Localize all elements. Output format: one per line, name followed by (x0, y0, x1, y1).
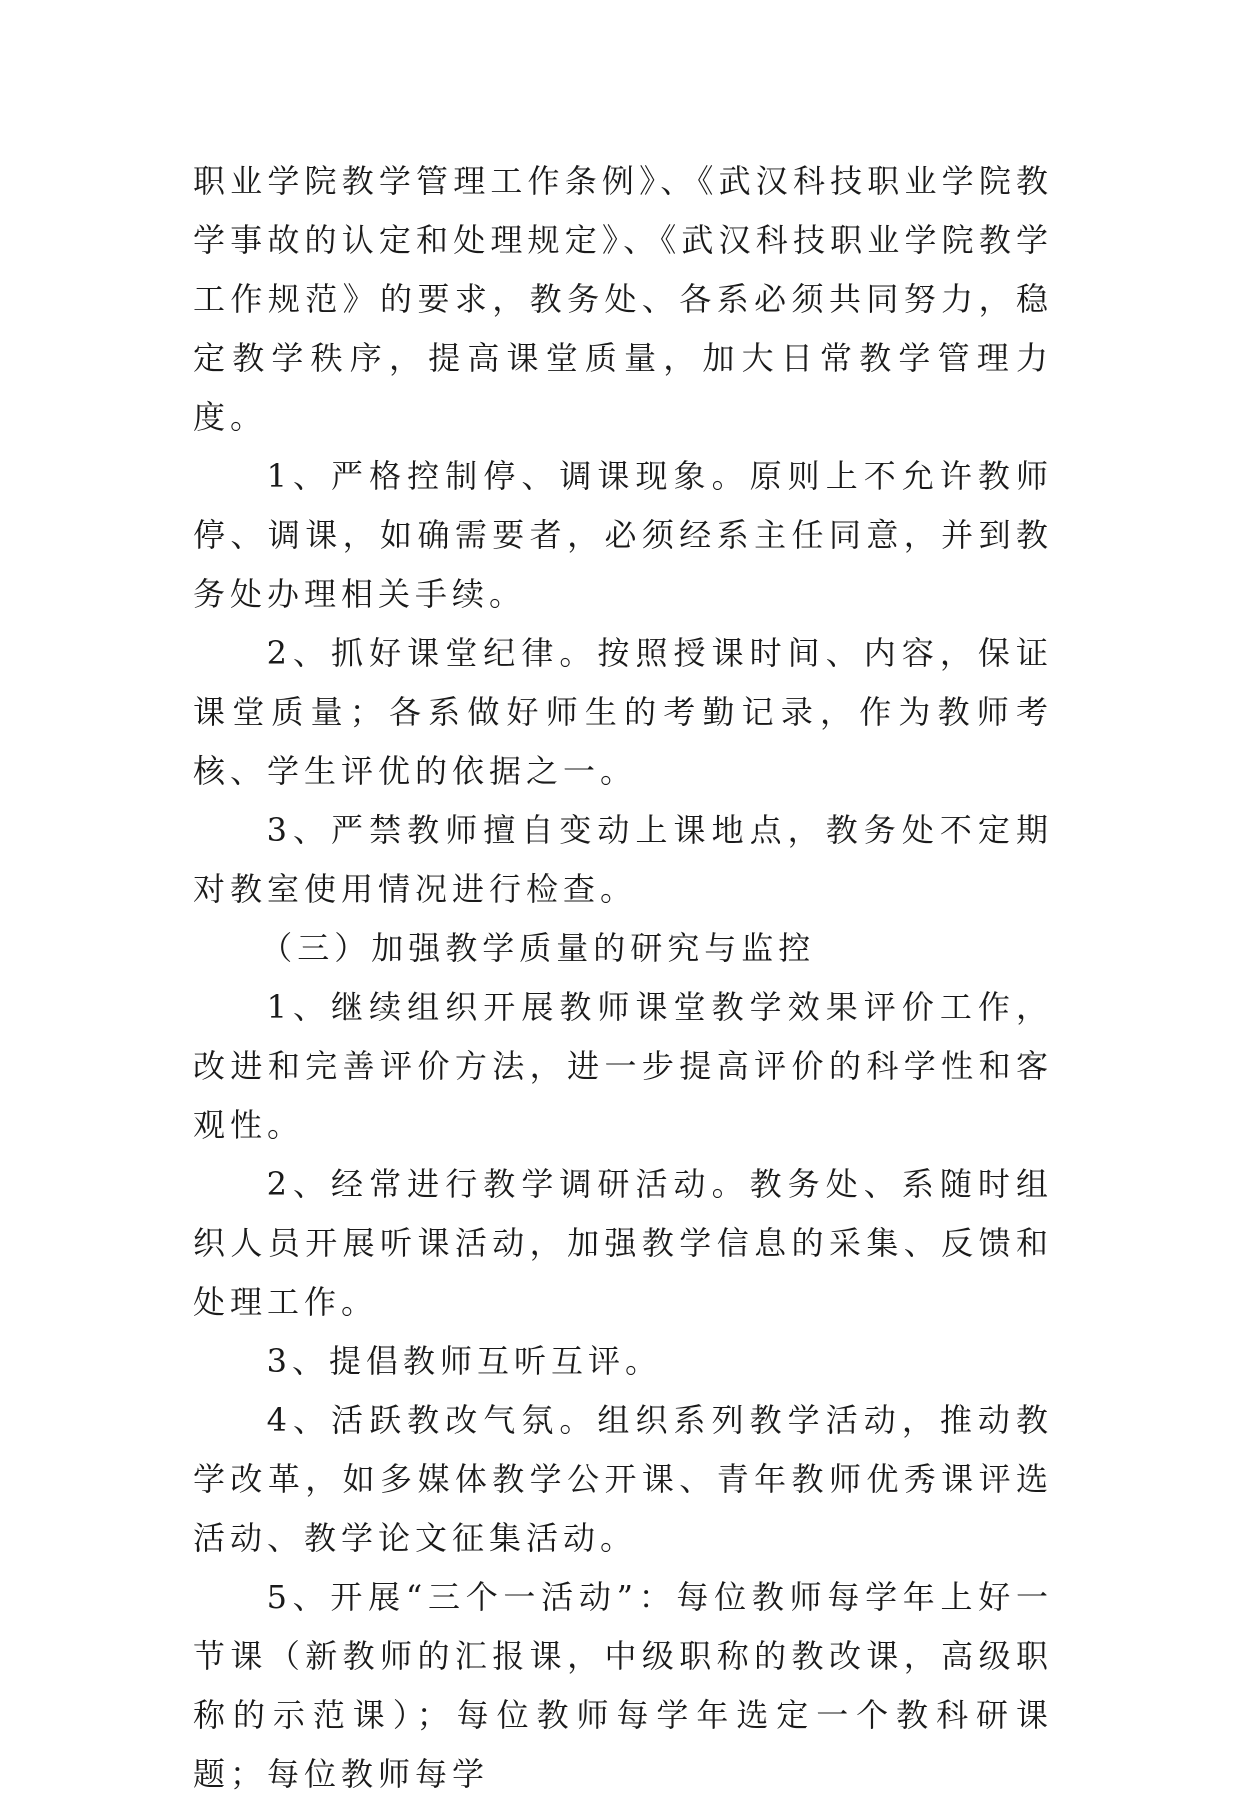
paragraph-quality-item-2: 2、经常进行教学调研活动。教务处、系随时组织人员开展听课活动，加强教学信息的采集、反馈和处理工作。 (193, 1165, 1053, 1321)
paragraph-item-3-classroom-location: 3、严禁教师擅自变动上课地点，教务处不定期对教室使用情况进行检查。 (193, 811, 1053, 908)
paragraph-quality-item-4: 4、活跃教改气氛。组织系列教学活动，推动教学改革，如多媒体教学公开课、青年教师优秀课评选活动、教学论文征集活动。 (193, 1401, 1053, 1557)
paragraph-intro-continuation: 职业学院教学管理工作条例》、《武汉科技职业学院教学事故的认定和处理规定》、《武汉科技职业学院教学工作规范》的要求，教务处、各系必须共同努力，稳定教学秩序，提高课堂质量，加大日常教学管理力度。 (193, 162, 1053, 436)
paragraph-quality-item-3: 3、提倡教师互听互评。 (266, 1342, 662, 1380)
paragraph-item-1-class-suspension: 1、严格控制停、调课现象。原则上不允许教师停、调课，如确需要者，必须经系主任同意，并到教务处办理相关手续。 (193, 457, 1053, 613)
paragraph-quality-item-1: 1、继续组织开展教师课堂教学效果评价工作，改进和完善评价方法，进一步提高评价的科学性和客观性。 (193, 988, 1053, 1144)
document-body (193, 152, 1053, 1804)
paragraph-item-2-class-discipline: 2、抓好课堂纪律。按照授课时间、内容，保证课堂质量；各系做好师生的考勤记录，作为教师考核、学生评优的依据之一。 (193, 634, 1053, 790)
section-heading-3: （三）加强教学质量的研究与监控 (260, 929, 816, 967)
paragraph-quality-item-5: 5、开展“三个一活动”：每位教师每学年上好一节课（新教师的汇报课，中级职称的教改课，高级职称的示范课）；每位教师每学年选定一个教科研课题；每位教师每学 (193, 1578, 1053, 1793)
